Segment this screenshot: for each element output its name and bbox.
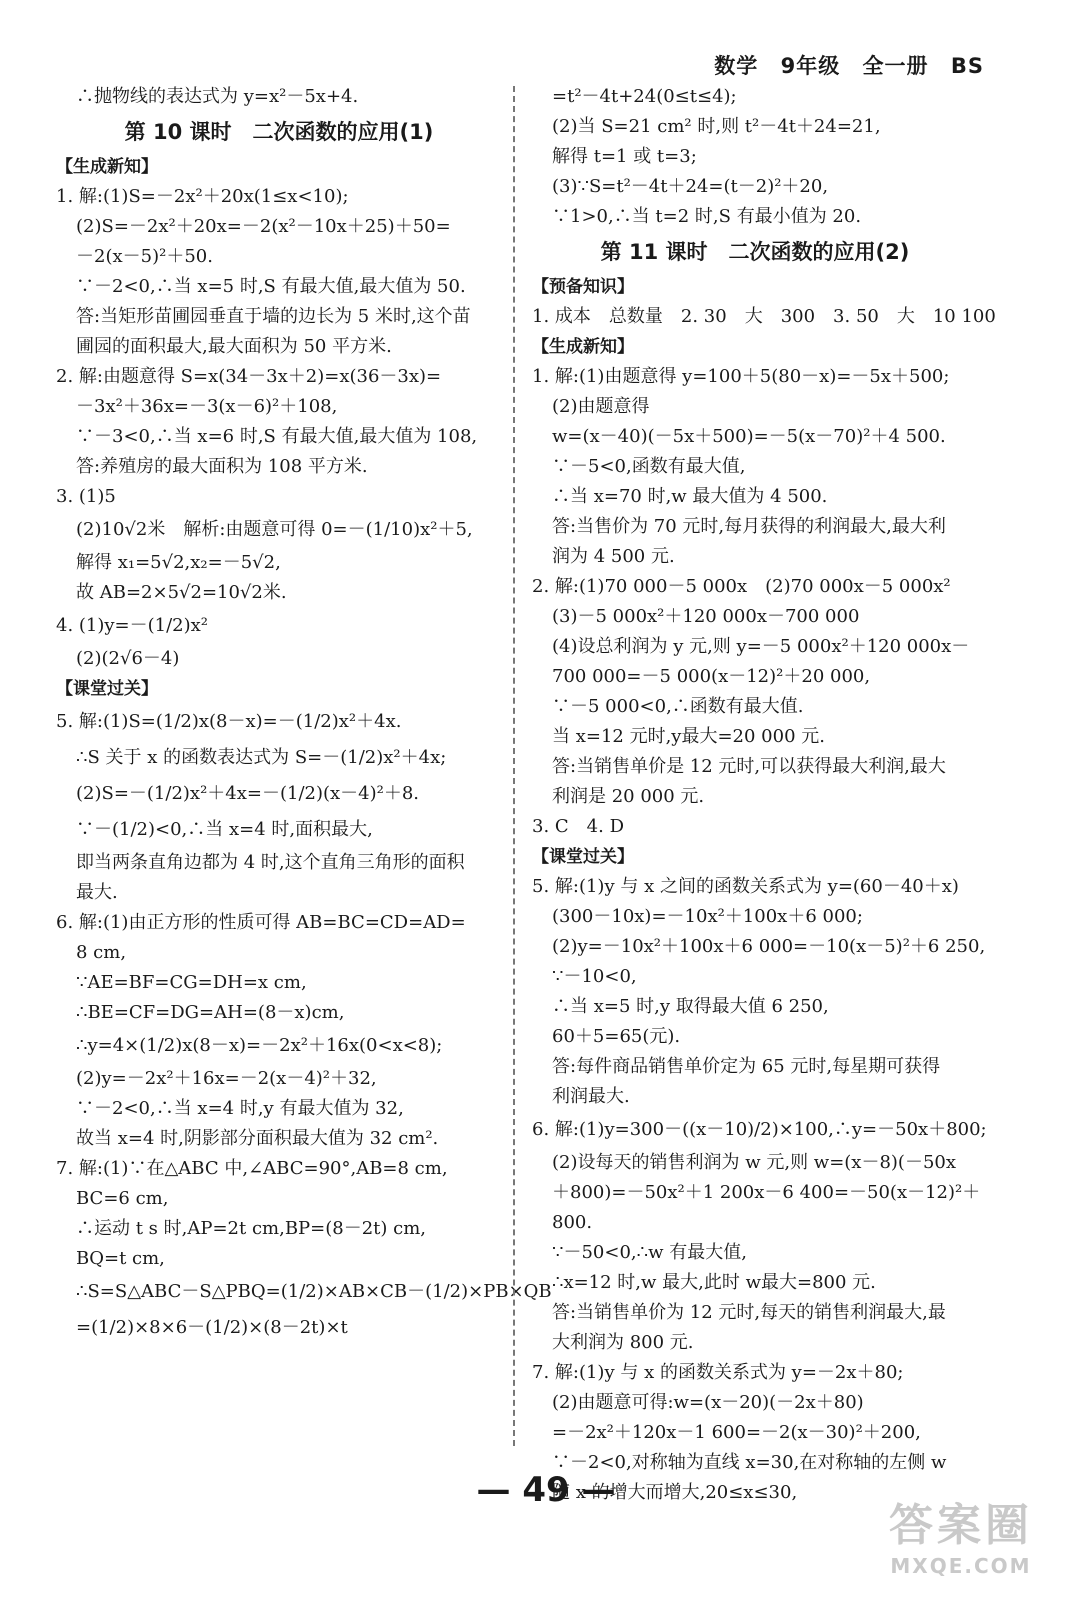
watermark-url: MXQE.COM	[890, 1554, 1032, 1578]
left-column	[56, 82, 552, 1346]
text-line: 7. 解:(1)∵在△ABC 中,∠ABC=90°,AB=8 cm,	[56, 1158, 448, 1179]
text-line: ∵1>0,∴当 t=2 时,S 有最小值为 20.	[552, 206, 862, 227]
text-line: 最大.	[76, 882, 118, 903]
text-line: 圃园的面积最大,最大面积为 50 平方米.	[76, 336, 392, 357]
text-line: ∴BE=CF=DG=AH=(8－x)cm,	[76, 1002, 345, 1023]
text-line: 大利润为 800 元.	[552, 1332, 694, 1353]
text-line: 1. 解:(1)S=－2x²＋20x(1≤x<10);	[56, 186, 349, 207]
text-line: ∵－50<0,∴w 有最大值,	[552, 1242, 747, 1263]
text-line: (3)－5 000x²＋120 000x－700 000	[552, 606, 860, 627]
text-line: 1. 解:(1)由题意得 y=100＋5(80－x)=－5x＋500;	[532, 366, 950, 387]
header-volume: 全一册	[862, 54, 929, 78]
text-line: 5. 解:(1)S=(1/2)x(8－x)=－(1/2)x²＋4x.	[56, 711, 402, 732]
text-line: ∴当 x=5 时,y 取得最大值 6 250,	[552, 996, 829, 1017]
column-divider	[513, 86, 515, 1446]
page-header	[700, 50, 984, 80]
text-line: 答:当售价为 70 元时,每月获得的利润最大,最大利	[552, 516, 946, 537]
text-line: 5. 解:(1)y 与 x 之间的函数关系式为 y=(60－40＋x)	[532, 876, 959, 897]
text-line: 答:当矩形苗圃园垂直于墙的边长为 5 米时,这个苗	[76, 306, 471, 327]
text-line: ∴当 x=70 时,w 最大值为 4 500.	[552, 486, 828, 507]
text-line: 润为 4 500 元.	[552, 546, 675, 567]
text-line: 2. 解:由题意得 S=x(34－3x＋2)=x(36－3x)=	[56, 366, 442, 387]
watermark-logo	[866, 1498, 1056, 1590]
text-line: 第 10 课时 二次函数的应用(1)	[124, 120, 434, 144]
text-line: 2. 解:(1)70 000－5 000x (2)70 000x－5 000x²	[532, 576, 951, 597]
text-line: =t²－4t+24(0≤t≤4);	[552, 86, 737, 107]
header-grade: 9年级	[780, 54, 841, 78]
text-line: (2)由题意可得:w=(x－20)(－2x＋80)	[552, 1392, 864, 1413]
text-line: (4)设总利润为 y 元,则 y=－5 000x²＋120 000x－	[552, 636, 970, 657]
text-line: (2)y=－10x²＋100x＋6 000=－10(x－5)²＋6 250,	[552, 936, 986, 957]
text-line: BC=6 cm,	[76, 1188, 169, 1209]
text-line: =－2x²＋120x－1 600=－2(x－30)²＋200,	[552, 1422, 921, 1443]
text-line: 3. (1)5	[56, 486, 116, 507]
text-line: BQ=t cm,	[76, 1248, 165, 1269]
text-line: 答:养殖房的最大面积为 108 平方米.	[76, 456, 368, 477]
text-line: (2)S=－2x²＋20x=－2(x²－10x＋25)＋50=	[76, 216, 451, 237]
text-line: －3x²＋36x=－3(x－6)²＋108,	[76, 396, 338, 417]
text-line: ∵－3<0,∴当 x=6 时,S 有最大值,最大值为 108,	[76, 426, 478, 447]
text-line: 解得 t=1 或 t=3;	[552, 146, 697, 167]
text-line: 第 11 课时 二次函数的应用(2)	[600, 240, 910, 264]
text-line: ∴S 关于 x 的函数表达式为 S=－(1/2)x²＋4x;	[76, 747, 447, 768]
text-line: ∵AE=BF=CG=DH=x cm,	[76, 972, 307, 993]
text-line: 700 000=－5 000(x－12)²＋20 000,	[552, 666, 871, 687]
page-number: — 49 —	[476, 1470, 616, 1510]
right-column	[532, 82, 996, 1508]
text-line: (2)由题意得	[552, 396, 650, 417]
text-line: 利润是 20 000 元.	[552, 786, 705, 807]
text-line: 【生成新知】	[56, 157, 158, 177]
text-line: (3)∵S=t²－4t＋24=(t－2)²＋20,	[552, 176, 829, 197]
watermark-text: 答案圈	[889, 1500, 1033, 1551]
text-line: (300－10x)=－10x²＋100x＋6 000;	[552, 906, 863, 927]
header-edition: BS	[950, 54, 984, 78]
text-line: 6. 解:(1)由正方形的性质可得 AB=BC=CD=AD=	[56, 912, 466, 933]
text-line: 【预备知识】	[532, 277, 634, 297]
text-line: ∵－(1/2)<0,∴当 x=4 时,面积最大,	[76, 819, 373, 840]
text-line: 故当 x=4 时,阴影部分面积最大值为 32 cm².	[76, 1128, 439, 1149]
text-line: 故 AB=2×5√2=10√2米.	[76, 582, 287, 603]
text-line: =(1/2)×8×6－(1/2)×(8－2t)×t	[76, 1317, 348, 1338]
text-line: 答:每件商品销售单价定为 65 元时,每星期可获得	[552, 1056, 941, 1077]
text-line: 【课堂过关】	[532, 847, 634, 867]
text-line: 解得 x₁=5√2,x₂=－5√2,	[76, 552, 281, 573]
text-line: 8 cm,	[76, 942, 127, 963]
text-line: 4. (1)y=－(1/2)x²	[56, 615, 209, 636]
text-line: ∴x=12 时,w 最大,此时 w最大=800 元.	[552, 1272, 876, 1293]
text-line: ∵－2<0,∴当 x=4 时,y 有最大值为 32,	[76, 1098, 404, 1119]
text-line: 800.	[552, 1212, 593, 1233]
text-line: (2)y=－2x²＋16x=－2(x－4)²＋32,	[76, 1068, 377, 1089]
text-line: 60＋5=65(元).	[552, 1026, 681, 1047]
text-line: 随 x 的增大而增大,20≤x≤30,	[552, 1482, 798, 1503]
text-line: －2(x－5)²＋50.	[76, 246, 213, 267]
text-line: 【生成新知】	[532, 337, 634, 357]
text-line: ∴S=S△ABC－S△PBQ=(1/2)×AB×CB－(1/2)×PB×QB	[76, 1281, 552, 1302]
text-line: (2)(2√6－4)	[76, 648, 180, 669]
text-line: ∴运动 t s 时,AP=2t cm,BP=(8－2t) cm,	[76, 1218, 427, 1239]
text-line: ∵－5<0,函数有最大值,	[552, 456, 746, 477]
text-line: ∵－10<0,	[552, 966, 637, 987]
text-line: 7. 解:(1)y 与 x 的函数关系式为 y=－2x＋80;	[532, 1362, 904, 1383]
text-line: 答:当销售单价是 12 元时,可以获得最大利润,最大	[552, 756, 946, 777]
header-subject: 数学	[714, 54, 759, 78]
text-line: 答:当销售单价为 12 元时,每天的销售利润最大,最	[552, 1302, 946, 1323]
text-line: (2)10√2米 解析:由题意可得 0=－(1/10)x²＋5,	[76, 519, 473, 540]
text-line: (2)当 S=21 cm² 时,则 t²－4t＋24=21,	[552, 116, 881, 137]
text-line: 即当两条直角边都为 4 时,这个直角三角形的面积	[76, 852, 465, 873]
text-line: 利润最大.	[552, 1086, 630, 1107]
text-line: 当 x=12 元时,y最大=20 000 元.	[552, 726, 825, 747]
text-line: ∵－2<0,对称轴为直线 x=30,在对称轴的左侧 w	[552, 1452, 947, 1473]
text-line: 【课堂过关】	[56, 679, 158, 699]
text-line: (2)设每天的销售利润为 w 元,则 w=(x－8)(－50x	[552, 1152, 957, 1173]
text-line: ∵－5 000<0,∴函数有最大值.	[552, 696, 804, 717]
text-line: ∵－2<0,∴当 x=5 时,S 有最大值,最大值为 50.	[76, 276, 466, 297]
text-line: w=(x－40)(－5x＋500)=－5(x－70)²＋4 500.	[552, 426, 946, 447]
text-line: (2)S=－(1/2)x²＋4x=－(1/2)(x－4)²＋8.	[76, 783, 420, 804]
text-line: 3. C 4. D	[532, 816, 624, 837]
text-line: ∴抛物线的表达式为 y=x²－5x+4.	[76, 86, 359, 107]
text-line: 6. 解:(1)y=300－((x－10)/2)×100,∴y=－50x＋800;	[532, 1119, 987, 1140]
text-line: 1. 成本 总数量 2. 30 大 300 3. 50 大 10 100	[532, 306, 996, 327]
text-line: ＋800)=－50x²＋1 200x－6 400=－50(x－12)²＋	[552, 1182, 981, 1203]
text-line: ∴y=4×(1/2)x(8－x)=－2x²＋16x(0<x<8);	[76, 1035, 443, 1056]
